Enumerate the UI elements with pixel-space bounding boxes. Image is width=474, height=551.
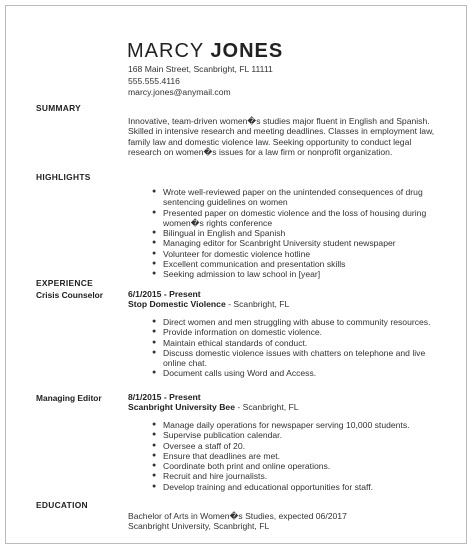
highlight-item: ● Managing editor for Scanbright University student newspaper xyxy=(152,238,444,248)
job-bullet: ● Discuss domestic violence issues with chatters on telephone and live online chat. xyxy=(152,348,444,369)
last-name: JONES xyxy=(210,40,284,62)
first-name: MARCY xyxy=(127,40,204,62)
address: 168 Main Street, Scanbright, FL 11111 xyxy=(128,64,273,74)
job-bullet: ● Provide information on domestic violence. xyxy=(152,327,444,337)
highlights-heading: HIGHLIGHTS xyxy=(36,172,91,182)
highlight-item: ● Bilingual in English and Spanish xyxy=(152,228,444,238)
education-degree: Bachelor of Arts in Women�s Studies, expected 06/2017 xyxy=(128,511,347,521)
highlight-item: ● Wrote well-reviewed paper on the unintended consequences of drug sentencing guidelines on women xyxy=(152,187,444,208)
job-bullet: ● Recruit and hire journalists. xyxy=(152,471,444,481)
job-company: Stop Domestic Violence xyxy=(128,299,226,309)
education-heading: EDUCATION xyxy=(36,500,88,510)
job-dates: 8/1/2015 - Present xyxy=(128,392,201,402)
highlights-list xyxy=(152,187,444,280)
job-role: Crisis Counselor xyxy=(36,290,104,300)
job-dates: 6/1/2015 - Present xyxy=(128,289,201,299)
job-bullet: ● Supervise publication calendar. xyxy=(152,430,444,440)
job-bullet: ● Document calls using Word and Access. xyxy=(152,368,444,378)
job-bullets xyxy=(152,420,444,492)
highlight-item: ● Volunteer for domestic violence hotline xyxy=(152,249,444,259)
candidate-name xyxy=(127,40,283,63)
education-school: Scanbright University, Scanbright, FL xyxy=(128,521,270,532)
job-company-line xyxy=(128,299,289,309)
job-company-line xyxy=(128,402,299,412)
resume-page xyxy=(5,5,467,544)
job-bullet: ● Oversee a staff of 20. xyxy=(152,441,444,451)
phone: 555.555.4116 xyxy=(128,75,180,86)
job-bullet: ● Manage daily operations for newspaper serving 10,000 students. xyxy=(152,420,444,430)
job-location: - Scanbright, FL xyxy=(225,299,290,309)
job-bullet: ● Ensure that deadlines are met. xyxy=(152,451,444,461)
summary-heading: SUMMARY xyxy=(36,103,82,113)
job-role: Managing Editor xyxy=(36,393,102,403)
job-bullet: ● Direct women and men struggling with abuse to community resources. xyxy=(152,317,444,327)
highlight-item: ● Seeking admission to law school in [year] xyxy=(152,269,444,279)
highlight-item: ● Presented paper on domestic violence and the loss of housing during women�s rights conference xyxy=(152,208,444,229)
email: marcy.jones@anymail.com xyxy=(128,87,231,97)
job-company: Scanbright University Bee xyxy=(128,402,235,412)
contact-block xyxy=(128,64,273,99)
education-block xyxy=(128,511,443,532)
highlight-item: ● Excellent communication and presentation skills xyxy=(152,259,444,269)
experience-heading: EXPERIENCE xyxy=(36,278,93,288)
summary-text: Innovative, team-driven women�s studies major fluent in English and Spanish. Skilled in intensive research and meeting deadlines. Classes in employment law, family law and domestic violence law. Seeking opportunity to conduct legal research on women�s issues for a law firm or nonprofit organization. xyxy=(128,116,435,157)
job-bullets xyxy=(152,317,444,379)
job-location: - Scanbright, FL xyxy=(234,402,299,412)
job-bullet: ● Develop training and educational opportunities for staff. xyxy=(152,482,444,492)
job-bullet: ● Maintain ethical standards of conduct. xyxy=(152,338,444,348)
job-bullet: ● Coordinate both print and online operations. xyxy=(152,461,444,471)
